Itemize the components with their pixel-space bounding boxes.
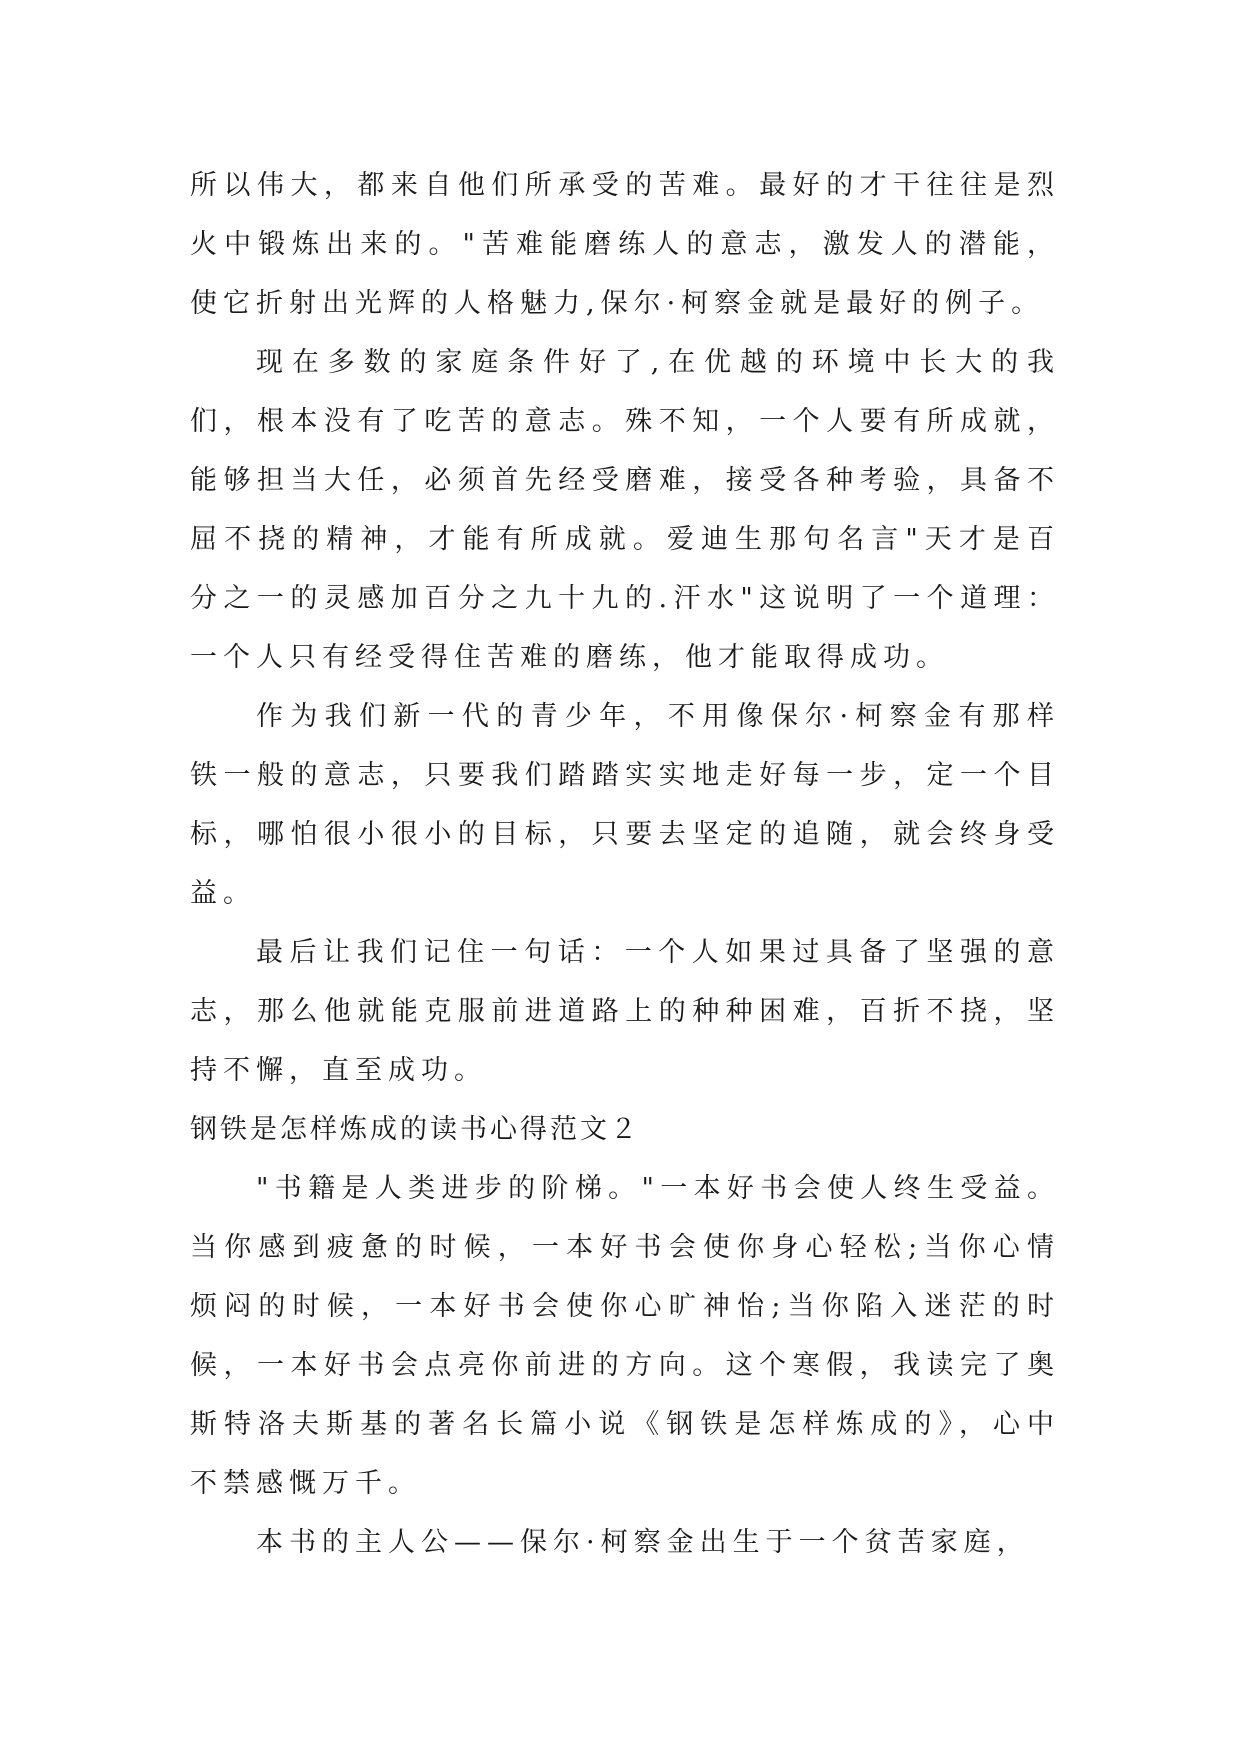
section-heading: 钢铁是怎样炼成的读书心得范文２ (190, 1114, 640, 1145)
paragraph-2: 现在多数的家庭条件好了,在优越的环境中长大的我们，根本没有了吃苦的意志。殊不知，一个人要有所成就，能够担当大任，必须首先经受磨难，接受各种考验，具备不屈不挠的精神，才能有所成就。爱迪生那句名言"天才是百分之一的灵感加百分之九十九的.汗水"这说明了一个道理：一个人只有经受得住苦难的磨练，他才能取得成功。 (190, 347, 1060, 673)
paragraph-6: 本书的主人公——保尔·柯察金出生于一个贫苦家庭， (256, 1527, 1030, 1558)
paragraph-3: 作为我们新一代的青少年，不用像保尔·柯察金有那样铁一般的意志，只要我们踏踏实实地走好每一步，定一个目标，哪怕很小很小的目标，只要去坚定的追随，就会终身受益。 (190, 701, 1060, 909)
document-body (190, 156, 1060, 1572)
paragraph-1: 所以伟大，都来自他们所承受的苦难。最好的才干往往是烈火中锻炼出来的。"苦难能磨练人的意志，激发人的潜能，使它折射出光辉的人格魅力,保尔·柯察金就是最好的例子。 (190, 170, 1060, 319)
paragraph-5: "书籍是人类进步的阶梯。"一本好书会使人终生受益。当你感到疲惫的时候，一本好书会使你身心轻松;当你心情烦闷的时候，一本好书会使你心旷神怡;当你陷入迷茫的时候，一本好书会点亮你前进的方向。这个寒假，我读完了奥斯特洛夫斯基的著名长篇小说《钢铁是怎样炼成的》，心中不禁感慨万千。 (190, 1173, 1060, 1499)
paragraph-4: 最后让我们记住一句话：一个人如果过具备了坚强的意志，那么他就能克服前进道路上的种种困难，百折不挠，坚持不懈，直至成功。 (190, 937, 1060, 1086)
